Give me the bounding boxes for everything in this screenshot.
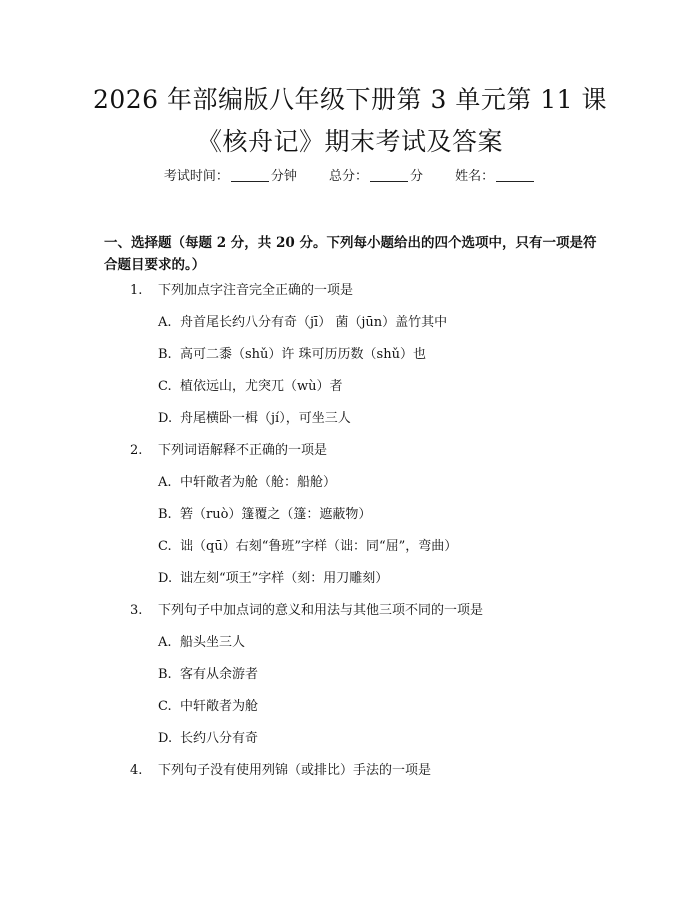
option-letter: D.: [158, 411, 173, 426]
name-field: [455, 169, 536, 184]
time-label: 考试时间：: [163, 169, 229, 184]
question-stem: 下列句子中加点词的意义和用法与其他三项不同的一项是: [158, 603, 484, 618]
exam-title-line-1: 2026 年部编版八年级下册第 3 单元第 11 课: [92, 85, 608, 114]
q1-option-a: [158, 313, 447, 333]
option-text: 诎左刻“项王”字样（刻：用刀雕刻）: [180, 571, 389, 586]
option-letter: C.: [158, 539, 172, 554]
option-text: 长约八分有奇: [180, 731, 259, 746]
option-text: 船头坐三人: [180, 635, 246, 650]
exam-meta-row: [0, 166, 700, 188]
question-2: [130, 441, 327, 461]
q2-option-c: [158, 537, 457, 557]
option-letter: A.: [158, 635, 172, 650]
q2-option-a: [158, 473, 336, 493]
question-number: 1.: [130, 283, 143, 298]
score-field: [329, 169, 427, 184]
option-text: 箬（ruò）篷覆之（篷：遮蔽物）: [180, 507, 372, 522]
q1-option-b: [158, 345, 426, 365]
question-3: [130, 601, 483, 621]
q2-option-d: [158, 569, 388, 589]
q3-option-a: [158, 633, 245, 653]
option-text: 中轩敞者为舱: [180, 699, 259, 714]
question-number: 3.: [130, 603, 143, 618]
question-4: [130, 761, 431, 781]
question-number: 4.: [130, 763, 143, 778]
option-text: 中轩敞者为舱（舱：船舱）: [180, 475, 337, 490]
question-number: 2.: [130, 443, 143, 458]
q1-option-c: [158, 377, 343, 397]
question-1: [130, 281, 353, 301]
option-text: 客有从余游者: [180, 667, 259, 682]
score-label: 总分：: [328, 169, 368, 184]
option-text: 植依远山，尤突兀（wù）者: [180, 379, 343, 394]
option-letter: D.: [158, 731, 173, 746]
question-stem: 下列句子没有使用列锦（或排比）手法的一项是: [158, 763, 432, 778]
option-letter: D.: [158, 571, 173, 586]
score-unit: 分: [410, 169, 424, 184]
option-text: 舟首尾长约八分有奇（jī） 菌（jūn）盖竹其中: [180, 315, 448, 330]
exam-time-field: [164, 169, 301, 184]
q3-option-d: [158, 729, 258, 749]
option-letter: B.: [158, 347, 172, 362]
q1-option-d: [158, 409, 351, 429]
question-stem: 下列词语解释不正确的一项是: [158, 443, 328, 458]
section-1-heading: 一、选择题（每题 2 分，共 20 分。下列每小题给出的四个选项中，只有一项是符合题目要求的。）: [104, 235, 597, 273]
option-text: 舟尾横卧一楫（jí），可坐三人: [180, 411, 351, 426]
option-text: 诎（qū）右刻“鲁班”字样（诎：同“屈”，弯曲）: [180, 539, 458, 554]
option-letter: B.: [158, 667, 172, 682]
name-blank[interactable]: [496, 167, 534, 182]
q3-option-b: [158, 665, 258, 685]
option-letter: C.: [158, 379, 172, 394]
time-unit: 分钟: [270, 169, 297, 184]
q3-option-c: [158, 697, 258, 717]
option-letter: B.: [158, 507, 172, 522]
option-letter: A.: [158, 475, 172, 490]
score-blank[interactable]: [370, 167, 408, 182]
option-letter: A.: [158, 315, 172, 330]
name-label: 姓名：: [455, 169, 495, 184]
exam-title-line-2: 《核舟记》期末考试及答案: [196, 127, 503, 156]
option-text: 高可二黍（shǔ）许 珠可历历数（shǔ）也: [180, 347, 426, 362]
option-letter: C.: [158, 699, 172, 714]
q2-option-b: [158, 505, 371, 525]
question-stem: 下列加点字注音完全正确的一项是: [158, 283, 354, 298]
time-blank[interactable]: [231, 167, 269, 182]
